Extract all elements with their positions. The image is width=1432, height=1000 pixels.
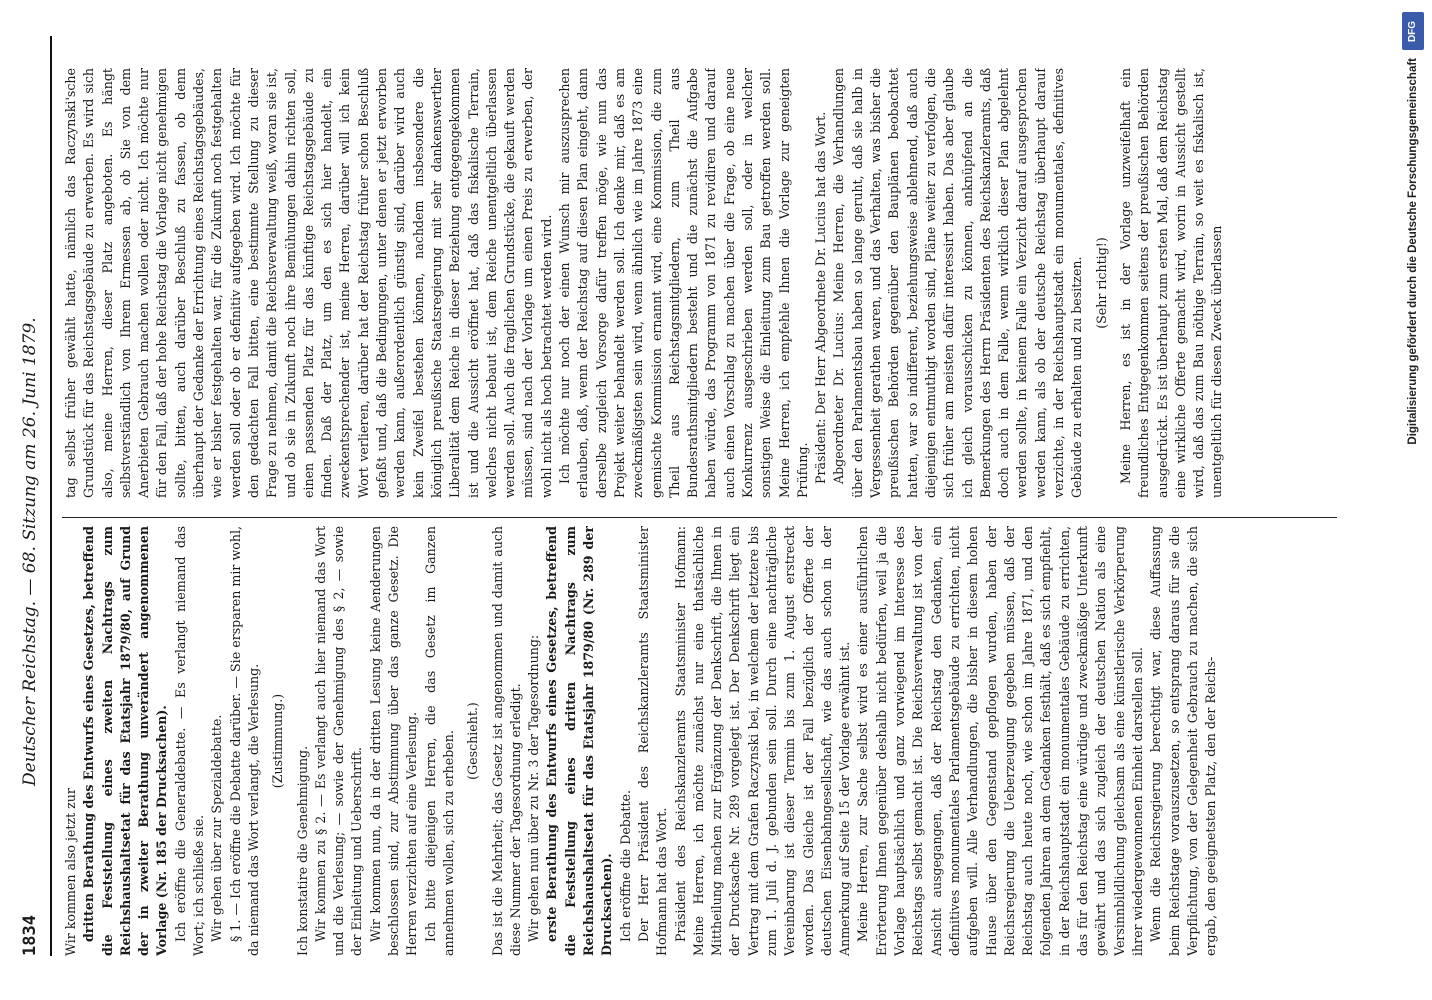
paragraph: Wir kommen also jetzt zur [63, 788, 78, 956]
agenda-item: dritten Berathung des Entwurfs eines Gesetzes, betreffend die Feststellung eines zweiten Nachtrags zum Reichshaushaltsetat für das Etatsjahr 1879/80, auf Grund der in zweiter Berathung unverändert angenommenen Vorlage (Nr. 185 der Drucksachen). [81, 526, 170, 956]
credit-text: Digitalisierung gefördert durch die Deutsche Forschungsgemeinschaft [1407, 58, 1419, 445]
agenda-item: erste Berathung des Entwurfs eines Gesetzes, betreffend die Feststellung eines dritten Nachtrags zum Reichshaushaltsetat für das Etatsjahr 1879/80 (Nr. 289 der Drucksachen). [544, 526, 615, 956]
digitization-credit [1398, 12, 1428, 992]
speech: Präsident des Reichskanzleramts Staatsminister Hofmann: Meine Herren, ich möchte zunächst nur eine thatsächliche Mittheilung machen zur Ergänzung der Denkschrift, die Ihnen in der Drucksache Nr. 289 vorgelegt ist. Der Denkschrift liegt ein Vertrag mit dem Grafen Raczynski bei, in welchem der letztere bis zum 1. Juli d. J. gebunden sein soll. Durch eine nachträgliche Vereinbarung ist dieser Termin bis zum 1. August erstreckt worden. Das Gleiche ist der Fall bezüglich der Offerte der deutschen Eisenbahngesellschaft, wie das auch schon in der Anmerkung auf Seite 15 der Vorlage erwähnt ist. [672, 526, 853, 956]
dfg-logo: DFG [1402, 12, 1424, 50]
paragraph: Ich bitte diejenigen Herren, die das Gesetz im Ganzen annehmen wollen, sich zu erheben. [422, 526, 456, 956]
speech: Abgeordneter Dr. Lucius: Meine Herren, die Verhandlungen über den Parlamentsbau haben so lange geruht, daß sie halb in Vergessenheit gerathen waren, und das Verhalten, was bisher die preußischen Behörden gegenüber den Bauplänen beobachtet hatten, war so indifferent, beziehungsweise ablehnend, daß auch diejenigen entmuthigt worden sind, Pläne weiter zu verfolgen, die sich früher am meisten dafür interessirt haben. Das aber glaube ich gleich vorausschicken zu können, anknüpfend an die Bemerkungen des Herrn Präsidenten des Reichskanzleramts, daß doch auch in dem Falle, wenn wirklich dieser Plan abgelehnt werden sollte, in keinem Falle ein Verzicht darauf ausgesprochen werden kann, als ob der deutsche Reichstag überhaupt darauf verzichte, in der Reichshauptstadt ein monumentales, definitives Gebäude zu erhalten und zu besitzen. [831, 68, 1085, 498]
paragraph: Wir gehen nun über zu Nr. 3 der Tagesordnung: [526, 634, 542, 942]
page-title: Deutscher Reichstag. — 68. Sitzung am 26. Juni 1879. [20, 317, 40, 786]
page-number: 1834 [20, 915, 40, 956]
paragraph: Wir kommen nun, da in der dritten Lesung keine Aenderungen beschlossen sind, zur Abstimmung über das ganze Gesetz. Die Herren verzichten auf eine Verlesung. [367, 526, 420, 956]
column-divider [62, 517, 1337, 518]
right-column [62, 68, 1337, 498]
page-header [12, 36, 52, 956]
paragraph: Ich eröffne die Generaldebatte. — Es verlangt niemand das Wort; ich schließe sie. [172, 526, 207, 956]
speech: Ich möchte nur noch der einen Wunsch mir auszusprechen erlauben, daß, wenn der Reichstag auf diesen Plan eingeht, dann derselbe zugleich Vorsorge dafür treffen möge, wie nun das Projekt weiter behandelt werden soll. Ich denke mir, daß es am zweckmäßigsten sein wird, wenn ähnlich wie im Jahre 1873 eine gemischte Kommission ernannt wird, eine Kommission, die zum Theil aus Reichstagsmitgliedern, zum Theil aus Bundesrathsmitgliedern besteht und die zunächst die Aufgabe haben würde, das Programm von 1871 zu revidiren und darauf auch einen Vorschlag zu machen über die Frage, ob eine neue Konkurrenz ausgeschrieben werden soll, oder in welcher sonstigen Weise die Einleitung zum Bau getroffen werden soll. Meine Herren, ich empfehle Ihnen die Vorlage zur geneigten Prüfung. [557, 68, 810, 498]
interjection: (Sehr richtig!) [1093, 237, 1109, 329]
left-column [62, 526, 1337, 956]
paragraph: Wir gehen über zur Spezialdebatte. [209, 714, 225, 942]
paragraph: Präsident: Der Herr Abgeordnete Dr. Lucius hat das Wort. [813, 111, 829, 484]
speech: Meine Herren, zur Sache selbst wird es einer ausführlichen Erörterung Ihnen gegenüber deshalb nicht bedürfen, weil ja die Vorlage hauptsächlich und ganz vorwiegend im Interesse des Reichstags selbst gemacht ist. Die Reichsverwaltung ist von der Ansicht ausgegangen, daß der Reichstag den Gedanken, ein definitives monumentales Parlamentsgebäude zu errichten, nicht aufgeben will. Alle Verhandlungen, die bisher in diesem hohen Hause über den Gegenstand gepflogen wurden, haben der Reichsregierung die Ueberzeugung gegeben müssen, daß der Reichstag auch heute noch, wie schon im Jahre 1871, und den folgenden Jahren an dem Gedanken festhält, daß es sich empfiehlt, in der Reichshauptstadt ein monumentales Gebäude zu errichten, das für den Reichstag eine würdige und zweckmäßige Unterkunft gewährt und das sich zugleich der deutschen Nation als eine Versinnbildlichung gleichsam als eine künstlerische Verkörperung ihrer wiedergewonnenen Einheit darstellen soll. [855, 526, 1145, 956]
interjection: (Geschieht.) [465, 702, 481, 780]
paragraph: Ich konstatire die Genehmigung. [294, 745, 310, 956]
paragraph: Ich eröffne die Debatte. [617, 790, 633, 942]
speech: Meine Herren, es ist in der Vorlage unzweifelhaft ein freundliches Entgegenkommen seitens der preußischen Behörden ausgedrückt. Es ist überhaupt zum ersten Mal, daß dem Reichstag eine wirkliche Offerte gemacht wird, worin in Aussicht gestellt wird, daß das zum Bau nöthige Terrain, so weit es fiskalisch ist, unentgeltlich für diesen Zweck überlassen [1117, 68, 1225, 498]
interjection: (Zustimmung.) [270, 693, 286, 789]
speech: Wenn die Reichsregierung berechtigt war, diese Auffassung beim Reichstage vorauszusetzen, so entsprang daraus für sie die Verpflichtung, von der Gelegenheit Gebrauch zu machen, die sich ergab, den geeignetsten Platz, den der Reichs- [1148, 526, 1219, 956]
speech: tag selbst früher gewählt hatte, nämlich das Raczynski'sche Grundstück für das Reichstagsgebäude zu erwerben. Es wird sich also, meine Herren, dieser Platz angeboten. Es hängt selbstverständlich von Ihrem Ermessen ab, ob Sie von dem Anerbieten Gebrauch machen wollen oder nicht. Ich möchte nur für den Fall, daß der hohe Reichstag die Vorlage nicht genehmigen sollte, bitten, auch darüber Beschluß zu fassen, ob denn überhaupt der Gedanke der Errichtung eines Reichstagsgebäudes, wie er bisher festgehalten war, für die Zukunft noch festgehalten werden soll oder ob er definitiv aufgegeben wird. Ich möchte für den gedachten Fall bitten, eine bestimmte Stellung zu dieser Frage zu nehmen, damit die Reichsverwaltung weiß, woran sie ist, und ob sie in Zukunft noch ihre Bemühungen dahin richten soll, einen passenden Platz für das künftige Reichstagsgebäude zu finden. Daß der Platz, um den es sich hier handelt, ein zweckentsprechender ist, meine Herren, darüber will ich kein Wort verlieren, darüber hat der Reichstag früher schon Beschluß gefaßt und, daß die Bedingungen, unter denen er jetzt erworben werden kann, außerordentlich günstig sind, darüber wird auch kein Zweifel bestehen können, nachdem insbesondere die königlich preußische Staatsregierung mit sehr dankenswerther Liberalität dem Reiche in dieser Beziehung entgegengekommen ist und die Aussicht eröffnet hat, daß das fiskalische Terrain, welches nicht bebaut ist, dem Reiche unentgeltlich überlassen werden soll. Auch die fraglichen Grundstücke, die gekauft werden müssen, sind nach der Vorlage um einen Preis zu erwerben, der wohl nicht als hoch betrachtet werden wird. [63, 68, 554, 498]
paragraph: Wir kommen zu § 2. — Es verlangt auch hier niemand das Wort und die Verlesung; — sowie der Genehmigung des § 2, — sowie der Einleitung und Ueberschrift. [312, 526, 365, 956]
paragraph: Das ist die Mehrheit; das Gesetz ist angenommen und damit auch diese Nummer der Tagesordnung erledigt. [489, 526, 523, 956]
paragraph: Der Herr Präsident des Reichskanzleramts Staatsminister Hofmann hat das Wort. [635, 526, 670, 956]
paragraph: § 1. — Ich eröffne die Debatte darüber. — Sie ersparen mir wohl, da niemand das Wort verlangt, die Verlesung. [227, 526, 261, 956]
